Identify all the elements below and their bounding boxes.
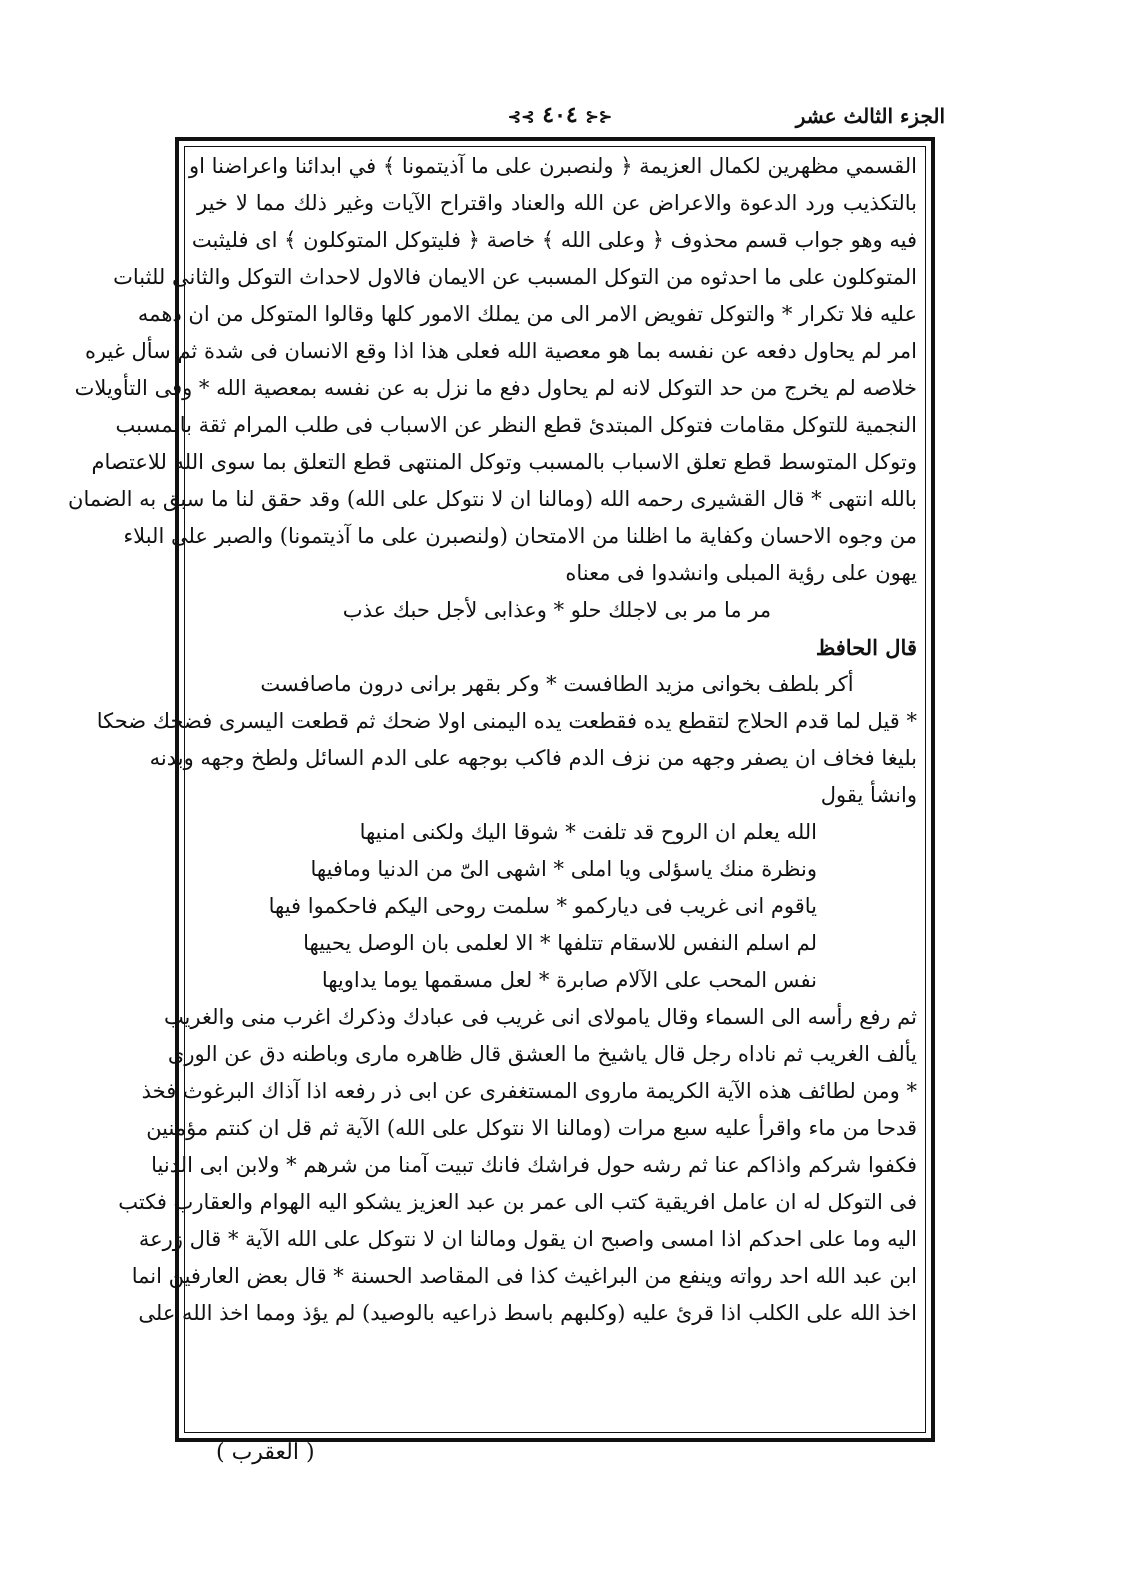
text-line: القسمي مظهرين لكمال العزيمة ﴿ ولنصبرن على ما آذيتمونا ﴾ في ابدائنا واعراضنا او [189, 154, 917, 178]
part-label: الجزء الثالث عشر [795, 104, 945, 128]
text-line: فى التوكل له ان عامل افريقية كتب الى عمر بن عبد العزيز يشكو اليه الهوام والعقارب فكتب [118, 1190, 917, 1214]
text-line: يهون على رؤية المبلى وانشدوا فى معناه [565, 561, 917, 585]
text-line: ابن عبد الله احد رواته وينفع من البراغيث كذا فى المقاصد الحسنة * قال بعض العارفين انما [131, 1264, 917, 1288]
running-head [175, 100, 945, 140]
page-number-block [508, 102, 612, 128]
text-line: وانشأ يقول [820, 783, 917, 807]
page-number: ٤٠٤ [542, 102, 578, 128]
verse-line: الله يعلم ان الروح قد تلفت * شوقا اليك ولكنى امنيها [359, 820, 817, 844]
verse-line: ونظرة منك ياسؤلى ويا املى * اشهى الىّ من الدنيا ومافيها [310, 857, 817, 881]
text-line: ثم رفع رأسه الى السماء وقال يامولاى انى غريب فى عبادك وذكرك اغرب منى والغريب [163, 1005, 917, 1029]
text-line: عليه فلا تكرار * والتوكل تفويض الامر الى من يملك الامور كلها وقالوا المتوكل من ان دهمه [137, 302, 917, 326]
text-line: النجمية للتوكل مقامات فتوكل المبتدئ قطع النظر عن الاسباب فى طلب المرام ثقة بالمسبب [115, 413, 917, 437]
text-line: قدحا من ماء واقرأ عليه سبع مرات (ومالنا الا نتوكل على الله) الآية ثم قل ان كنتم مؤمنين [146, 1116, 917, 1140]
text-block [68, 148, 917, 1433]
verse-line: ياقوم انى غريب فى دياركمو * سلمت روحى اليكم فاحكموا فيها [268, 894, 817, 918]
text-line: خلاصه لم يخرج من حد التوكل لانه لم يحاول دفع ما نزل به عن نفسه بمعصية الله * وفى التأويلات [74, 376, 917, 400]
text-line: بالتكذيب ورد الدعوة والاعراض عن الله والعناد واقتراح الآيات وغير ذلك مما لا خير [197, 191, 917, 215]
text-line: * ومن لطائف هذه الآية الكريمة ماروى المستغفرى عن ابى ذر رفعه اذا آذاك البرغوث فخذ [141, 1079, 917, 1103]
ornament-left-icon: ⊰⊰ [585, 107, 613, 126]
text-line: المتوكلون على ما احدثوه من التوكل المسبب عن الايمان فالاول لاحداث التوكل والثانى للثبات [113, 265, 917, 289]
text-line: اخذ الله على الكلب اذا قرئ عليه (وكلبهم باسط ذراعيه بالوصيد) لم يؤذ ومما اخذ الله على [138, 1301, 917, 1325]
verse-line: نفس المحب على الآلام صابرة * لعل مسقمها يوما يداويها [321, 968, 817, 992]
text-line: بالله انتهى * قال القشيرى رحمه الله (ومالنا ان لا نتوكل على الله) وقد حقق لنا ما سبق به الضمان [68, 487, 917, 511]
text-line: يألف الغريب ثم ناداه رجل قال ياشيخ ما العشق قال ظاهره مارى وباطنه دق عن الورى [167, 1042, 917, 1066]
section-heading: قال الحافظ [815, 635, 917, 660]
ornament-right-icon: ⊱⊱ [507, 107, 535, 126]
text-line: اليه وما على احدكم اذا امسى واصبح ان يقول ومالنا ان لا نتوكل على الله الآية * قال زرعة [138, 1227, 917, 1251]
text-line: فيه وهو جواب قسم محذوف ﴿ وعلى الله ﴾ خاصة ﴿ فليتوكل المتوكلون ﴾ اى فليثبت [191, 228, 917, 252]
text-line: امر لم يحاول دفعه عن نفسه بما هو معصية الله فعلى هذا اذا وقع الانسان فى شدة ثم سأل غيره [84, 339, 917, 363]
text-line: بليغا فخاف ان يصفر وجهه من نزف الدم فاكب بوجهه على الدم السائل ولطخ وجهه وبدنه [149, 746, 917, 770]
text-line: فكفوا شركم واذاكم عنا ثم رشه حول فراشك فانك تبيت آمنا من شرهم * ولابن ابى الدنيا [151, 1153, 917, 1177]
verse-line: لم اسلم النفس للاسقام تتلفها * الا لعلمى بان الوصل يحييها [303, 931, 817, 955]
catchword: ( العقرب ) [216, 1440, 315, 1465]
text-line: * قيل لما قدم الحلاج لتقطع يده فقطعت يده اليمنى اولا ضحك ثم قطعت اليسرى فضحك ضحكا [96, 709, 917, 733]
verse-line: أكر بلطف بخوانى مزيد الطافست * وكر بقهر برانى درون ماصافست [260, 672, 854, 696]
text-line: وتوكل المتوسط قطع تعلق الاسباب بالمسبب وتوكل المنتهى قطع التعلق بما سوى الله للاعتصام [91, 450, 917, 474]
text-line: من وجوه الاحسان وكفاية ما اظلنا من الامتحان (ولنصبرن على ما آذيتمونا) والصبر على البلاء [123, 524, 917, 548]
verse-line: مر ما مر بى لاجلك حلو * وعذابى لأجل حبك عذب [342, 598, 772, 622]
